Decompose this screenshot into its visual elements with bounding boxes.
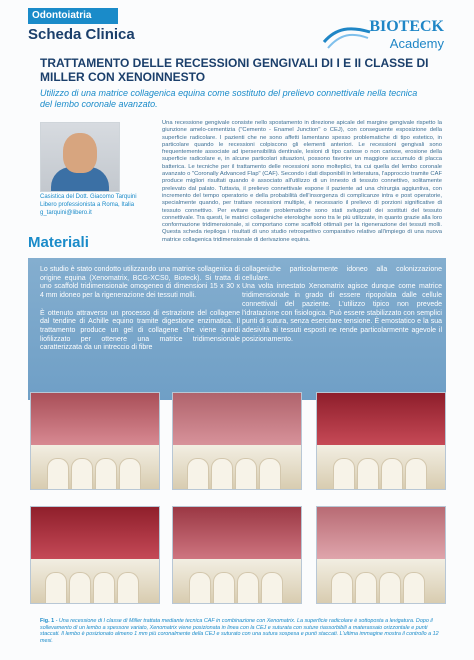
logo-brand: BIOTECK — [369, 18, 444, 35]
clinical-photo-grid — [30, 392, 444, 612]
title-row — [28, 26, 328, 46]
clinical-photo-3 — [316, 392, 446, 490]
materials-heading — [28, 234, 446, 254]
logo-swoosh-icon — [322, 18, 372, 52]
figure-caption-text: - Una recessione di I classe di Miller trattata mediante tecnica CAF in combinazione con Xenomatrix. La superficie radicolare è sottoposta a levigatura. Dopo il sollevamento di un lembo a spessore variato, Xenomatrix viene posizionata in linea con la CEJ e suturata con suture riassorbibili a materassaio orizzontale e punti staccati. Il lembo è posizionato almeno 1 mm più coronalmente della CEJ e suturato con una sutura sospesa e punti staccati. L'ultima immagine mostra il controllo a 12 mesi. — [40, 618, 439, 644]
clinical-photo-6 — [316, 506, 446, 604]
article-title: TRATTAMENTO DELLE RECESSIONI GENGIVALI DI I E II CLASSE DI MILLER CON XENOINNESTO — [40, 56, 429, 84]
clinical-photo-5 — [172, 506, 302, 604]
author-info: Casistica del Dott. Giacomo Tarquini Libero professionista a Roma, Italia g_tarquini@libero.it — [40, 194, 137, 216]
main-title: Scheda Clinica — [28, 26, 135, 43]
bioteck-logo — [322, 18, 444, 56]
figure-caption — [40, 618, 446, 644]
article-body: Una recessione gengivale consiste nello spostamento in direzione apicale del margine gengivale rispetto la giunzione amelo-cementizia ("Cemento - Enamel Junction" o CEJ), con conseguente esposizione della superficie radicolare. I pazienti che ne sono affetti lamentano spesso problematiche di tipo estetico, in particolare quando le recessioni colpiscono gli elementi anteriori. Le recessioni gengivali sono frequentemente associate ad ipersensibilità dentinale, lesioni di tipo cariose o non cariose, erosione della superficie radicolare e, in alcune particolari situazioni, possono favorire un maggiore accumulo di placca batterica. Le tecniche per il trattamento delle recessioni sono molteplici, tra cui quella del lembo coronale avanzato o "Coronally Advanced Flap" (CAF). Secondo i dati disponibili in letteratura, l'approccio tramite CAF produce migliori risultati quando è associato all'utilizzo di un innesto di tessuto connettivo, solitamente prelevato dal palato. Tuttavia, il prelievo connettivale espone il paziente ad una chirurgia aggiuntiva, con incremento del tempo operatorio e della probabilità dell'insorgenza di complicanze intra e post operatorie, specialmente quando, per trattare recessioni multiple, è necessario il prelievo di porzioni significative di tessuto connettivo. Per evitare queste problematiche sono stati sviluppati dei sostituti del tessuto connettivale. Tra questi, le matrici collageniche eterologhe sono tra le più utilizzate, in quanto grazie alla loro conformazione tridimensionale, si comportano come scaffold ottimali per la rigenerazione dei tessuti molli. Questa scheda riepiloga i risultati di uno studio retrospettivo comparativo relativo all'impiego di una nuova matrice collagenica tridimensionale di derivazione equina. — [162, 120, 442, 243]
materials-title: Materiali — [28, 234, 89, 251]
author-photo-face — [63, 133, 97, 173]
figure-caption-label: Fig. 1 — [40, 618, 55, 624]
clinical-photo-2 — [172, 392, 302, 490]
clinical-photo-1 — [30, 392, 160, 490]
materials-left-column: Lo studio è stato condotto utilizzando una matrice collagenica di origine equina (Xenomatrix, BCG-XCS0, Bioteck). Si tratta di uno scaffold tridimensionale omogeneo di dimensioni 15 x 30 x 4 mm idoneo per la rigenerazione dei tessuti molli. È ottenuto attraverso un processo di estrazione del collagene dal tendine di Achille equino tramite digestione enzimatica. Il trattamento produce un gel di collagene che viene quindi liofilizzato per ottenere una matrice tridimensionale caratterizzata da un intreccio di fibre — [40, 266, 240, 352]
section-tag: Odontoiatria — [32, 10, 92, 21]
article-subtitle: Utilizzo di una matrice collagenica equina come sostituto del prelievo connettivale nella tecnica del lembo coronale avanzato. — [40, 88, 418, 109]
materials-right-column: collageniche particolarmente idoneo alla colonizzazione cellulare. Una volta innestato Xenomatrix agisce dunque come matrice tridimensionale in grado di essere ripopolata dalle cellule connettivali del paziente. L'utilizzo tipico non prevede l'idratazione con fisiologica. Può essere stabilizzato con semplici punti di sutura, senza esercitare tensione. È emostatico e la sua adesività ai tessuti esposti ne rende particolarmente agevole il posizionamento. — [242, 266, 442, 343]
author-photo — [40, 122, 120, 192]
logo-sub: Academy — [389, 36, 444, 51]
materials-panel — [28, 258, 446, 400]
clinical-photo-4 — [30, 506, 160, 604]
